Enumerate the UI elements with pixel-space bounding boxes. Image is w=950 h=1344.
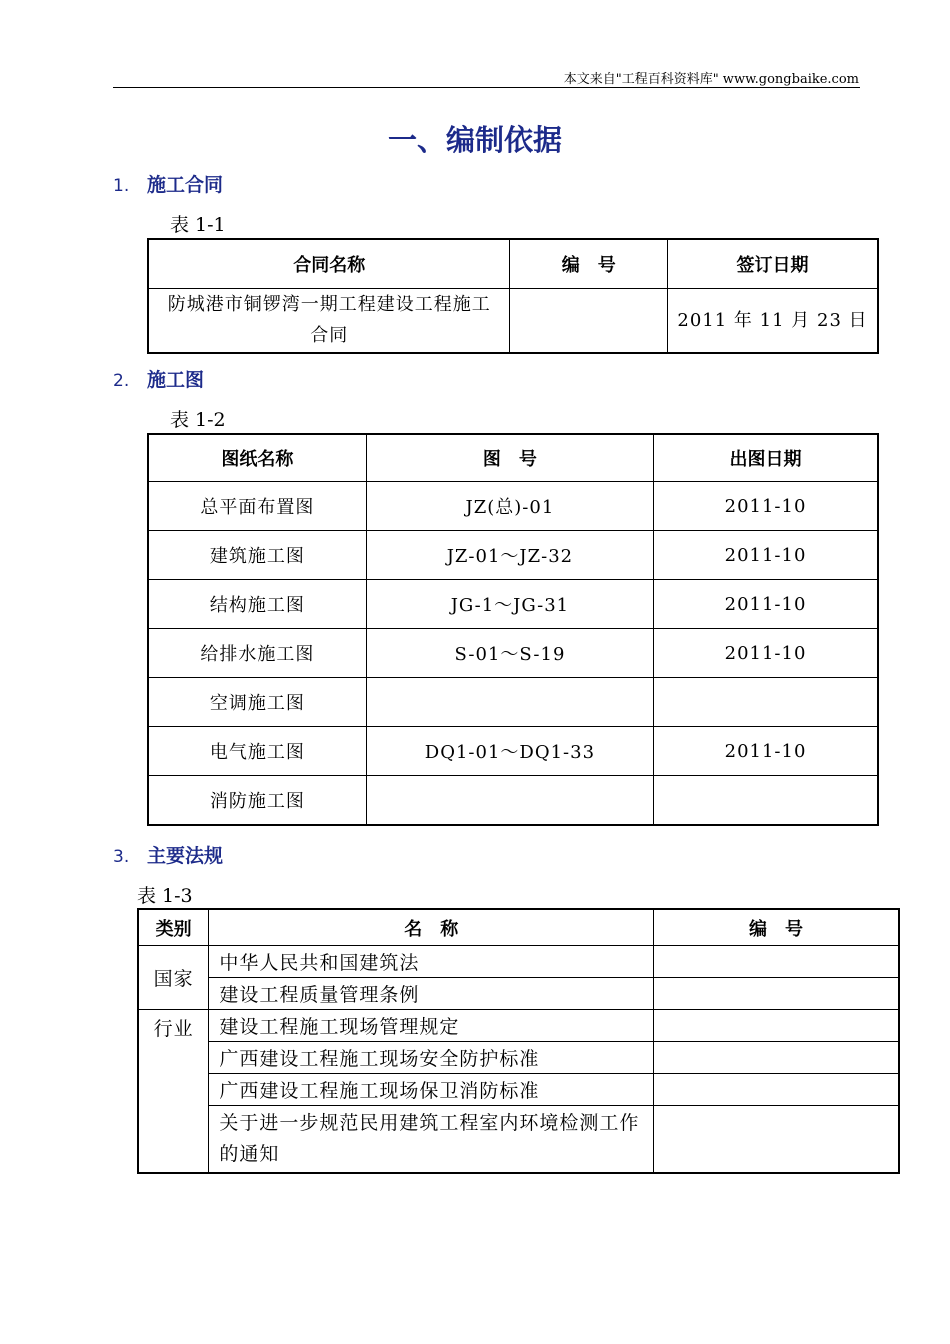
regulation-name-cell: 建设工程施工现场管理规定 (209, 1010, 654, 1042)
header-cell: 合同名称 (148, 239, 510, 289)
regulation-name-cell: 广西建设工程施工现场安全防护标准 (209, 1042, 654, 1074)
drawing-name-cell: 消防施工图 (148, 776, 366, 826)
contract-code-cell (510, 289, 668, 353)
regulation-code-cell (654, 1074, 899, 1106)
regulation-code-cell (654, 1106, 899, 1174)
regulation-code-cell (654, 946, 899, 978)
table-row (148, 482, 878, 531)
drawing-code-cell: S-01～S-19 (366, 629, 653, 678)
drawing-code-cell: JZ(总)-01 (366, 482, 653, 531)
contract-name-cell: 防城港市铜锣湾一期工程建设工程施工合同 (148, 289, 510, 353)
drawing-name-cell: 给排水施工图 (148, 629, 366, 678)
regulation-name-cell: 广西建设工程施工现场保卫消防标准 (209, 1074, 654, 1106)
drawing-date-cell (654, 678, 878, 727)
header-cell: 编 号 (510, 239, 668, 289)
table-label-1-1: 表 1-1 (170, 214, 226, 236)
header-cell: 图 号 (366, 434, 653, 482)
header-cell: 签订日期 (668, 239, 878, 289)
section-title: 施工图 (147, 369, 205, 391)
header-cell: 出图日期 (654, 434, 878, 482)
drawing-code-cell: JZ-01～JZ-32 (366, 531, 653, 580)
regulation-code-cell (654, 1010, 899, 1042)
drawing-code-cell: DQ1-01～DQ1-33 (366, 727, 653, 776)
table-row (138, 946, 899, 978)
drawing-date-cell: 2011-10 (654, 531, 878, 580)
drawing-date-cell: 2011-10 (654, 580, 878, 629)
drawing-code-cell (366, 678, 653, 727)
section-title: 施工合同 (147, 174, 224, 196)
header-cell: 图纸名称 (148, 434, 366, 482)
drawing-name-cell: 电气施工图 (148, 727, 366, 776)
drawing-date-cell: 2011-10 (654, 482, 878, 531)
regulation-code-cell (654, 1042, 899, 1074)
section-heading-regulations (113, 841, 223, 868)
page-title: 一、编制依据 (387, 123, 562, 157)
drawings-table (147, 433, 879, 826)
table-row (148, 531, 878, 580)
table-header-row (148, 239, 878, 289)
table-label-1-2: 表 1-2 (170, 409, 226, 431)
table-header-row (148, 434, 878, 482)
table-row (138, 1106, 899, 1174)
header-divider (113, 87, 860, 88)
table-header-row (138, 909, 899, 946)
header-cell: 编 号 (654, 909, 899, 946)
drawing-name-cell: 空调施工图 (148, 678, 366, 727)
drawing-code-cell: JG-1～JG-31 (366, 580, 653, 629)
drawing-date-cell (654, 776, 878, 826)
table-row (148, 580, 878, 629)
table-row (138, 978, 899, 1010)
table-row (138, 1042, 899, 1074)
regulation-code-cell (654, 978, 899, 1010)
section-number: 2. (113, 371, 130, 391)
table-row (148, 727, 878, 776)
drawing-name-cell: 结构施工图 (148, 580, 366, 629)
table-row (148, 678, 878, 727)
table-row (148, 289, 878, 353)
drawing-date-cell: 2011-10 (654, 629, 878, 678)
drawing-code-cell (366, 776, 653, 826)
drawing-date-cell: 2011-10 (654, 727, 878, 776)
contract-table (147, 238, 879, 354)
section-number: 1. (113, 176, 130, 196)
header-cell: 名 称 (209, 909, 654, 946)
category-cell: 国家 (138, 946, 209, 1010)
table-row (148, 776, 878, 826)
table-row (148, 629, 878, 678)
table-row (138, 1010, 899, 1042)
section-heading-drawings (113, 365, 204, 392)
category-cell: 行业 (138, 1010, 209, 1174)
contract-date-cell: 2011 年 11 月 23 日 (668, 289, 878, 353)
section-number: 3. (113, 847, 130, 867)
drawing-name-cell: 总平面布置图 (148, 482, 366, 531)
regulations-table (137, 908, 900, 1174)
section-heading-contract (113, 170, 223, 197)
table-label-1-3: 表 1-3 (137, 885, 193, 907)
table-row (138, 1074, 899, 1106)
regulation-name-cell: 建设工程质量管理条例 (209, 978, 654, 1010)
regulation-name-cell: 中华人民共和国建筑法 (209, 946, 654, 978)
header-cell: 类别 (138, 909, 209, 946)
header-source-text: 本文来自"工程百科资料库" www.gongbaike.com (563, 72, 859, 87)
drawing-name-cell: 建筑施工图 (148, 531, 366, 580)
regulation-name-cell: 关于进一步规范民用建筑工程室内环境检测工作的通知 (209, 1106, 654, 1174)
section-title: 主要法规 (147, 845, 224, 867)
